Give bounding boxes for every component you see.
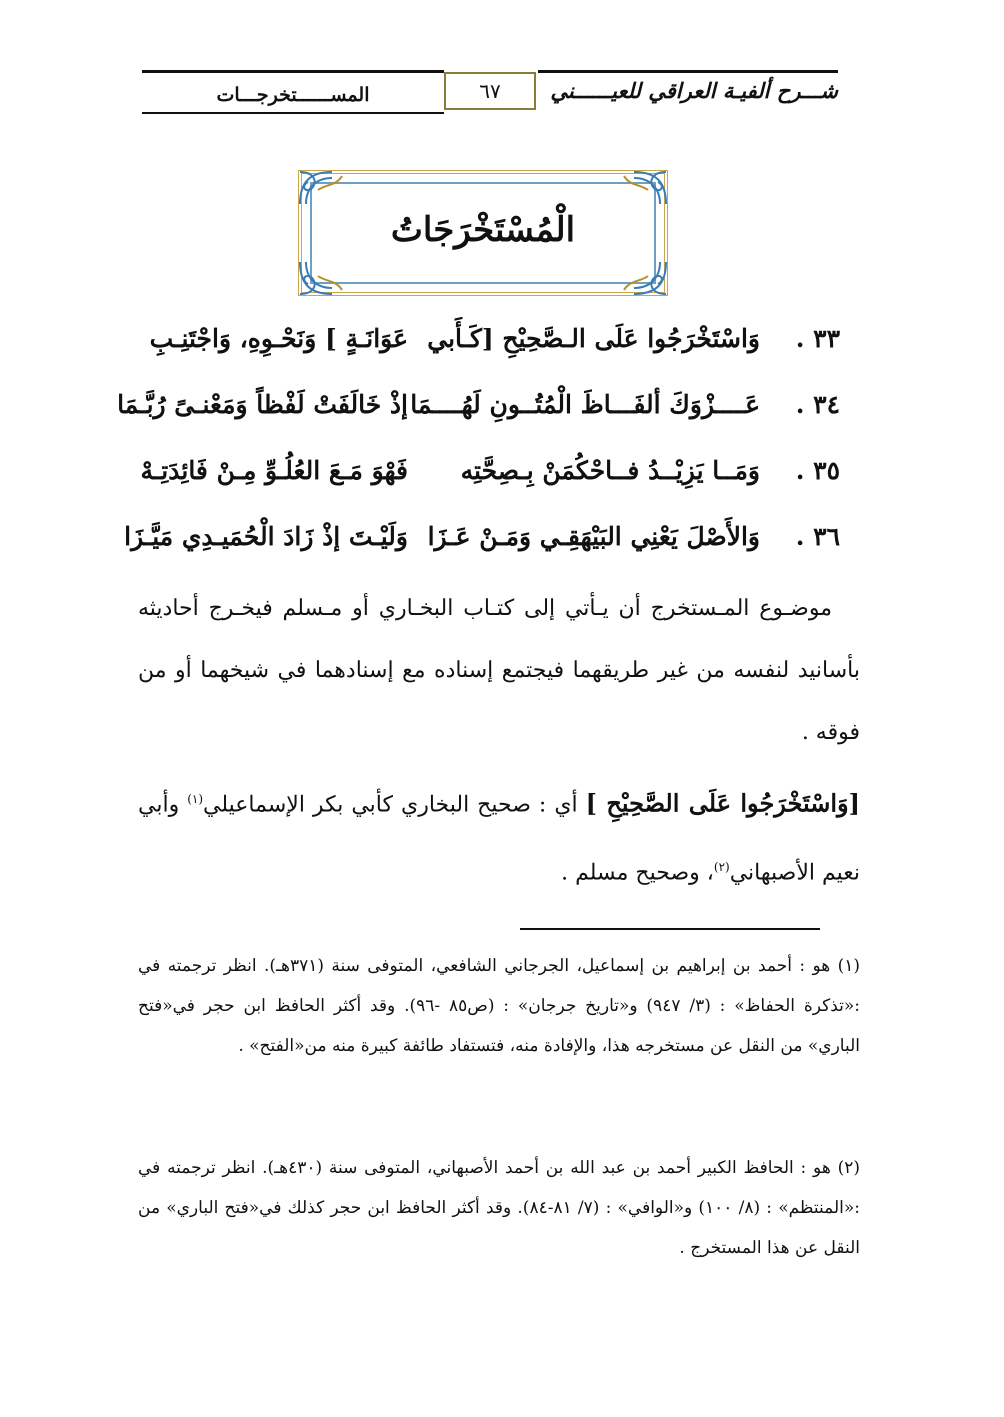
- commentary-paragraph: [138, 768, 860, 905]
- chapter-title-frame: [298, 170, 668, 296]
- header-rule-left: [142, 70, 444, 73]
- page-number: ٦٧: [444, 72, 536, 110]
- footnote-ref: (٢): [713, 860, 730, 875]
- corner-ornament-icon: [296, 168, 350, 208]
- paragraph-text: ، وصحيح مسلم .: [561, 860, 714, 886]
- verse-second-hemistich: فَهْوَ مَـعَ العُلُـوِّ مِـنْ فَائِدَتِـهْ: [140, 456, 408, 485]
- footnote-separator: [520, 928, 820, 930]
- verse-line: [117, 384, 840, 434]
- verse-first-hemistich: وَاسْتَخْرَجُوا عَلَى الـصَّحِيْحِ [كَـأَبي: [427, 324, 760, 353]
- verse-number: ٣٥ .: [795, 456, 840, 485]
- footnote-ref: (١): [187, 792, 204, 806]
- corner-ornament-icon: [616, 258, 670, 298]
- header-underline: [142, 112, 444, 114]
- verse-number: ٣٣ .: [795, 324, 840, 353]
- corner-ornament-icon: [616, 168, 670, 208]
- verse-number: ٣٤ .: [795, 390, 840, 419]
- paragraph-text: أي : صحيح البخاري كأبي بكر الإسماعيلي: [203, 792, 586, 818]
- verse-second-hemistich: وَلَيْـتَ إذْ زَادَ الْحُمَيـدِي مَيَّـزَا: [124, 522, 408, 551]
- verse-number: ٣٦ .: [795, 522, 840, 551]
- verse-first-hemistich: وَمَــا يَزِيْــدُ فــاحْكُمَنْ بِـصِحَّتِه: [460, 456, 760, 485]
- chapter-title: الْمُسْتَخْرَجَاتُ: [390, 210, 576, 250]
- verse-line: [124, 516, 840, 566]
- verse-second-hemistich: إذْ خَالَفَتْ لَفْظاً وَمَعْنـىً رُبَّـمَا: [117, 390, 408, 419]
- book-title: شـــرح ألفيـة العراقي للعيــــــني: [550, 78, 838, 103]
- verse-quote: [وَاسْتَخْرَجُوا عَلَى الصَّحِيْحِ ]: [585, 788, 860, 818]
- verse-second-hemistich: عَوَانَـةٍ ] وَنَحْـوِهِ، وَاجْتَنِـبِ: [149, 324, 408, 353]
- paragraph-text: موضـوع المـستخرج أن يـأتي إلى كتـاب البخـاري أو مـسلم فيخـرج أحاديثه بأسانيد لنفسه من غير طريقهما فيجتمع إسناده مع إسنادهما في شيخهما أو من فوقه .: [138, 596, 860, 745]
- body-paragraph: [138, 578, 860, 764]
- verse-first-hemistich: وَالأَصْلَ يَعْنِي البَيْهَقِـي وَمَـنْ عَـزَا: [427, 522, 760, 551]
- paragraph-text: وأبي نعيم الأصبهاني: [138, 792, 860, 886]
- verse-line: [138, 318, 840, 368]
- verse-line: [138, 450, 840, 500]
- corner-ornament-icon: [296, 258, 350, 298]
- chapter-running-title: المســــــتخرجـــات: [216, 84, 370, 106]
- header-rule-right: [538, 70, 838, 73]
- verse-first-hemistich: عَــــزْوَكَ ألفَـــاظَ الْمُتُــونِ لَهُــــمَا: [410, 390, 760, 419]
- footnote: (٢) هو : الحافظ الكبير أحمد بن عبد الله بن أحمد الأصبهاني، المتوفى سنة (٤٣٠هـ). انظر ترجمته في :«المنتظم» : (٨/ ١٠٠) و«الوافي» : (٧/ ٨١-٨٤). وقد أكثر الحافظ ابن حجر كذلك في«فتح الباري» من النقل عن هذا المستخرج .: [138, 1158, 860, 1258]
- footnote: (١) هو : أحمد بن إبراهيم بن إسماعيل، الجرجاني الشافعي، المتوفى سنة (٣٧١هـ). انظر ترجمته في :«تذكرة الحفاظ» : (٣/ ٩٤٧) و«تاريخ جرجان» : (ص٨٥ -٩٦). وقد أكثر الحافظ ابن حجر في«فتح الباري» من النقل عن مستخرجه هذا، والإفادة منه، فتستفاد طائفة كبيرة منه من«الفتح» .: [138, 956, 861, 1056]
